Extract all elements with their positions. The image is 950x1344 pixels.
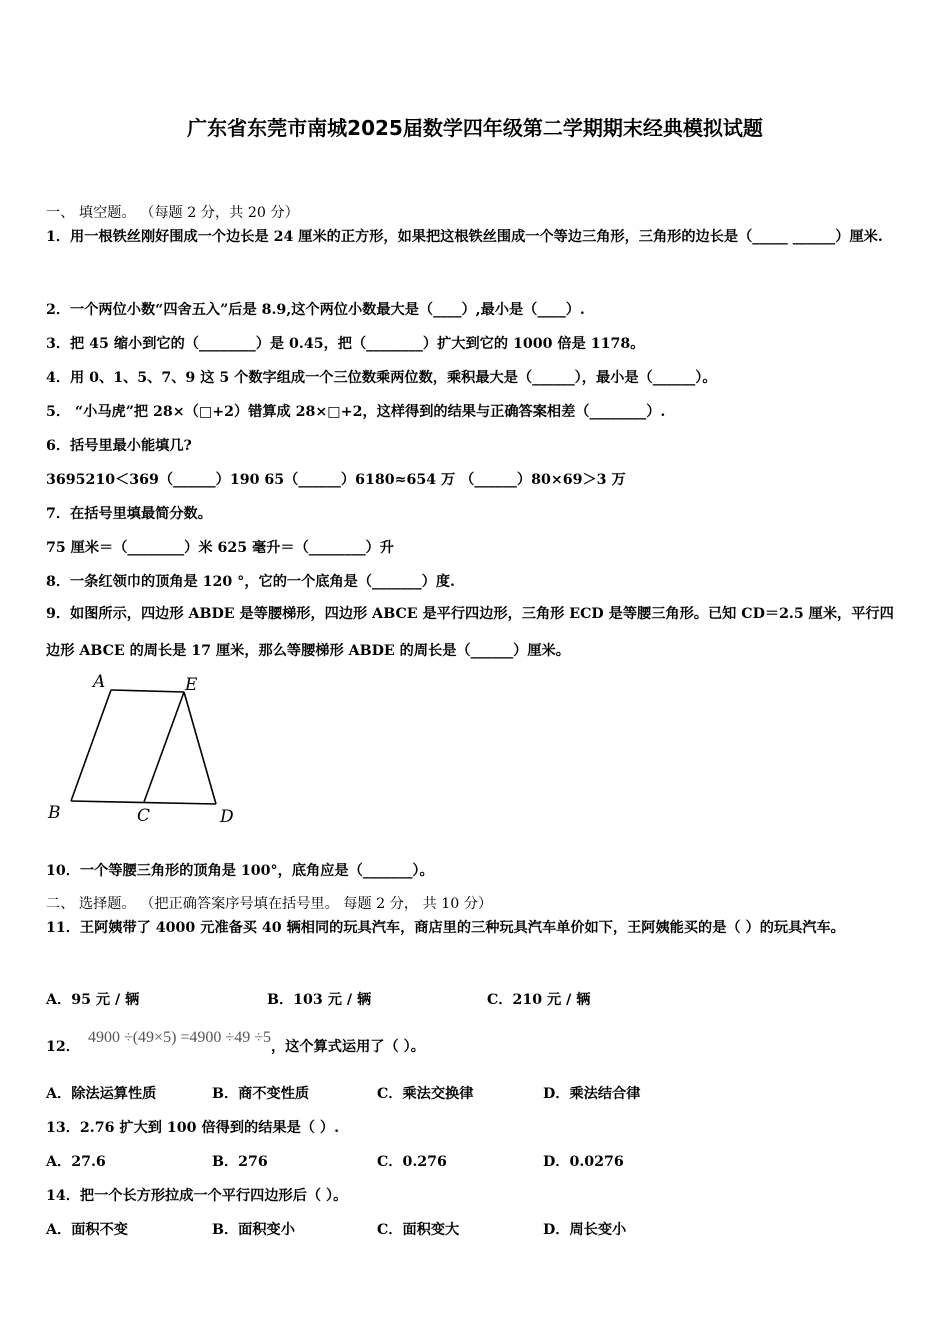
label-c: C bbox=[137, 806, 151, 826]
q13-option-a: A．27.6 bbox=[46, 1154, 106, 1170]
q12-option-a: A．除法运算性质 bbox=[46, 1086, 157, 1102]
edge-ec bbox=[144, 692, 184, 802]
q13-option-c: C．0.276 bbox=[377, 1154, 447, 1170]
question-6-blanks: 3695210＜369（______）190 65（______）6180≈654 万 （______）80×69＞3 万 bbox=[46, 472, 626, 488]
label-b: B bbox=[48, 803, 61, 823]
question-5: 5． “小马虎”把 28×（□+2）错算成 28×□+2，这样得到的结果与正确答案相差（________）. bbox=[46, 404, 666, 420]
question-13: 13．2.76 扩大到 100 倍得到的结果是（ ）. bbox=[46, 1120, 340, 1136]
q12-option-c: C．乘法交换律 bbox=[377, 1086, 474, 1102]
question-1: 1．用一根铁丝刚好围成一个边长是 24 厘米的正方形，如果把这根铁丝围成一个等边三角形，三角形的边长是（_____ ______）厘米. bbox=[46, 229, 883, 245]
q12-formula: 4900 ÷(49×5) =4900 ÷49 ÷5 bbox=[87, 1029, 271, 1046]
edge-ae bbox=[111, 690, 184, 692]
q11-option-b: B．103 元 / 辆 bbox=[267, 992, 372, 1008]
q13-option-d: D．0.0276 bbox=[543, 1154, 624, 1170]
question-7-blanks: 75 厘米＝（________）米 625 毫升＝（________）升 bbox=[46, 540, 394, 556]
question-11: 11．王阿姨带了 4000 元准备买 40 辆相同的玩具汽车，商店里的三种玩具汽车单价如下，王阿姨能买的是（ ）的玩具汽车。 bbox=[46, 920, 845, 936]
q12-option-d: D．乘法结合律 bbox=[543, 1086, 641, 1102]
question-10: 10．一个等腰三角形的顶角是 100°，底角应是（_______）。 bbox=[46, 863, 434, 879]
q13-option-b: B．276 bbox=[212, 1154, 268, 1170]
section2-heading: 二、 选择题。 （把正确答案序号填在括号里。 每题 2 分， 共 10 分） bbox=[46, 896, 493, 912]
label-a: A bbox=[93, 672, 106, 692]
edge-ab bbox=[71, 690, 111, 801]
q14-option-c: C．面积变大 bbox=[377, 1222, 460, 1238]
section1-heading: 一、 填空题。 （每题 2 分，共 20 分） bbox=[46, 205, 299, 221]
question-9: 9．如图所示，四边形 ABDE 是等腰梯形，四边形 ABCE 是平行四边形，三角形 ECD 是等腰三角形。已知 CD＝2.5 厘米，平行四边形 ABCE 的周长是 17 厘米，那么等腰梯形 ABDE 的周长是（______）厘米。 bbox=[46, 606, 894, 659]
q11-option-a: A．95 元 / 辆 bbox=[46, 992, 140, 1008]
question-12 bbox=[46, 1029, 425, 1056]
question-2: 2．一个两位小数“四舍五入”后是 8.9,这个两位小数最大是（____）,最小是（____）. bbox=[46, 302, 585, 318]
q12-number: 12． bbox=[46, 1039, 80, 1055]
q12-option-b: B．商不变性质 bbox=[212, 1086, 310, 1102]
edge-ed bbox=[184, 692, 216, 804]
question-8: 8．一条红领巾的顶角是 120 °，它的一个底角是（_______）度. bbox=[46, 574, 455, 590]
question-6: 6．括号里最小能填几? bbox=[46, 438, 192, 454]
label-e: E bbox=[185, 675, 198, 695]
q14-option-a: A．面积不变 bbox=[46, 1222, 128, 1238]
trapezoid-figure bbox=[40, 668, 250, 830]
q14-option-d: D．周长变小 bbox=[543, 1222, 627, 1238]
q14-option-b: B．面积变小 bbox=[212, 1222, 295, 1238]
page-title: 广东省东莞市南城2025届数学四年级第二学期期末经典模拟试题 bbox=[187, 116, 763, 140]
question-14: 14．把一个长方形拉成一个平行四边形后（ ）。 bbox=[46, 1188, 348, 1204]
q12-tail: ，这个算式运用了（ ）。 bbox=[270, 1039, 425, 1055]
question-7: 7．在括号里填最简分数。 bbox=[46, 506, 212, 522]
question-3: 3．把 45 缩小到它的（________）是 0.45，把（________）扩大到它的 1000 倍是 1178。 bbox=[46, 336, 645, 352]
question-4: 4．用 0、1、5、7、9 这 5 个数字组成一个三位数乘两位数，乘积最大是（______），最小是（______）。 bbox=[46, 370, 717, 386]
q11-option-c: C．210 元 / 辆 bbox=[487, 992, 591, 1008]
label-d: D bbox=[220, 807, 234, 827]
